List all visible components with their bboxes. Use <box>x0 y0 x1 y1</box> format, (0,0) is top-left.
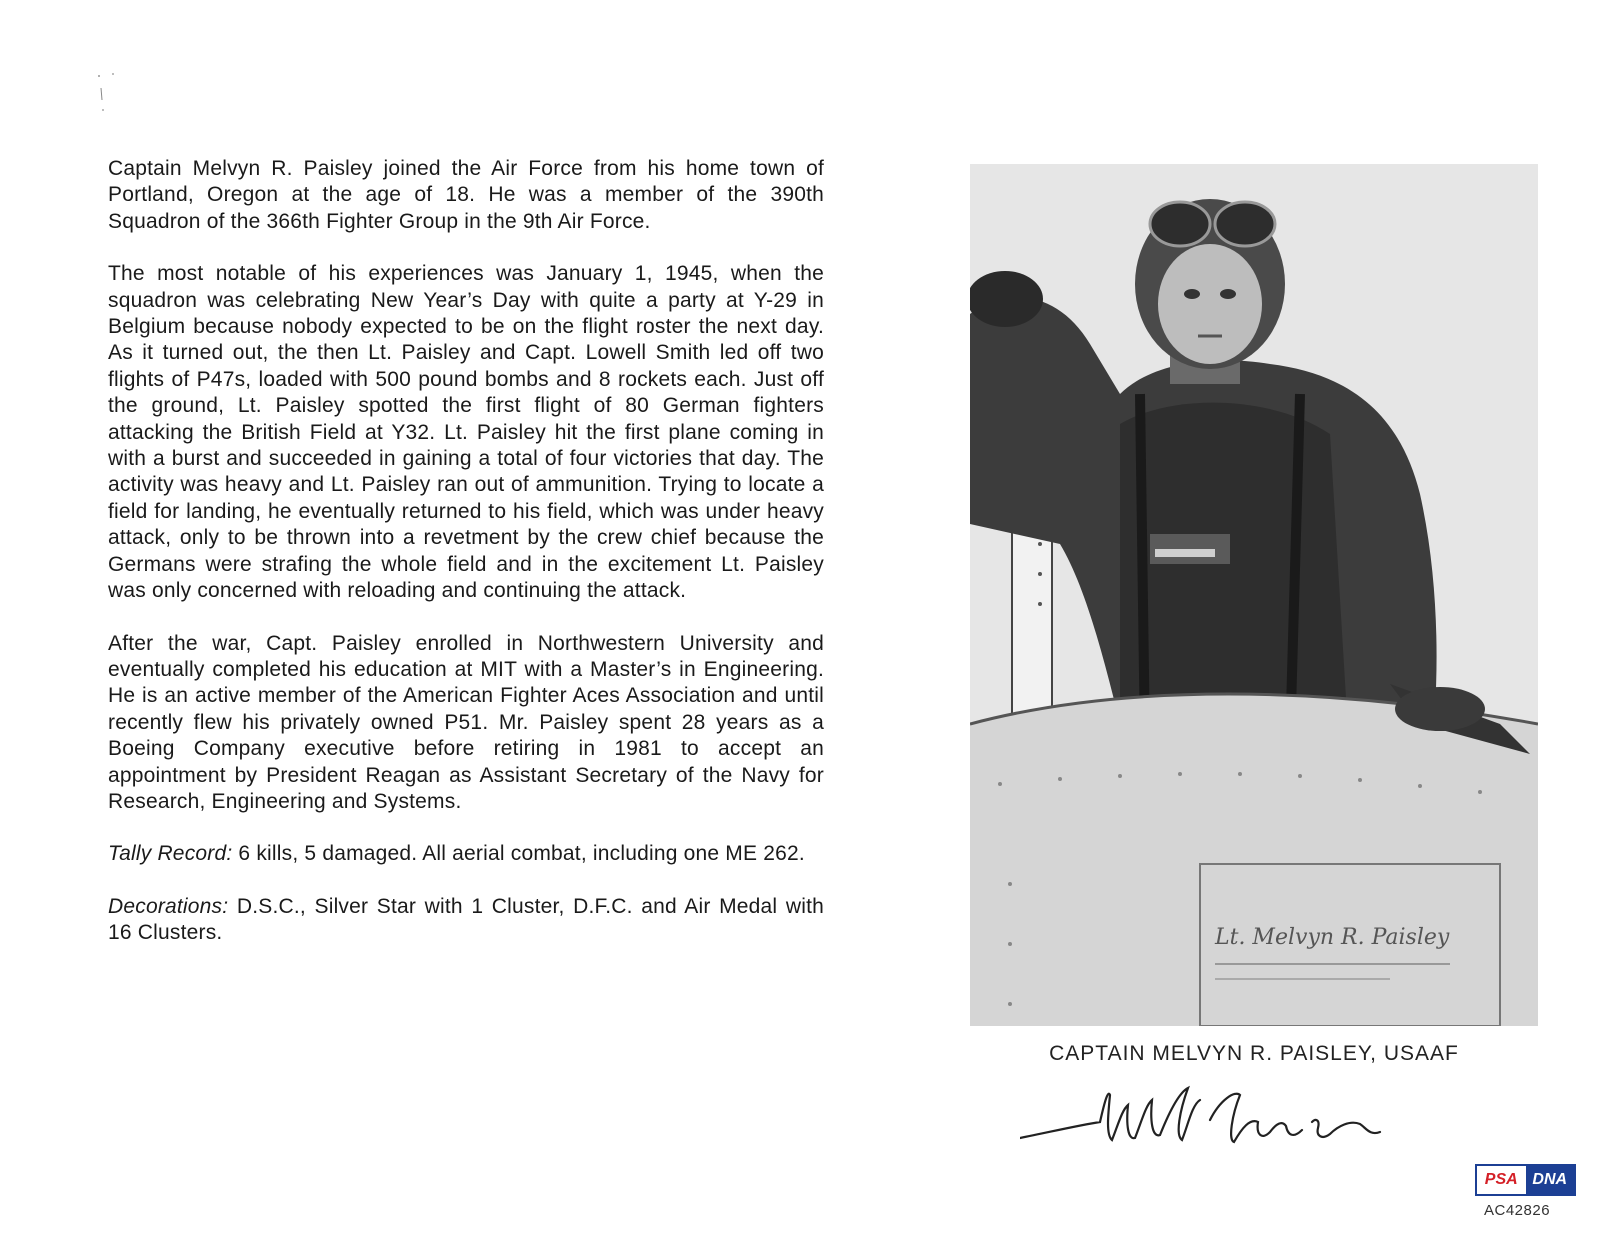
decorations-label: Decorations: <box>108 894 229 918</box>
tally-record-text: 6 kills, 5 damaged. All aerial combat, including one ME 262. <box>232 842 805 866</box>
photo-caption: CAPTAIN MELVYN R. PAISLEY, USAAF <box>1049 1042 1459 1065</box>
bio-paragraph-combat: The most notable of his experiences was January 1, 1945, when the squadron was celebrating New Year’s Day with quite a party at Y-29 in Belgium because nobody expected to be on the flight roster the next day. As it turned out, the then Lt. Paisley and Capt. Lowell Smith led off two flights of P47s, loaded with 500 pound bombs and 8 rockets each. Just off the ground, Lt. Paisley spotted the first flight of 80 German fighters attacking the British Field at Y32. Lt. Paisley hit the first plane coming in with a burst and succeeded in gaining a total of four victories that day. The activity was heavy and Lt. Paisley ran out of ammunition. Trying to locate a field for landing, he eventually returned to his field, which was under heavy attack, only to be thrown into a revetment by the crew chief because the Germans were strafing the whole field and in the excitement Lt. Paisley was only concerned with reloading and continuing the attack. <box>108 262 824 603</box>
dna-logo-text: DNA <box>1526 1166 1575 1194</box>
pilot-photograph <box>970 164 1538 1026</box>
bio-paragraph-intro: Captain Melvyn R. Paisley joined the Air Force from his home town of Portland, Oregon at the age of 18. He was a member of the 390th Squadron of the 366th Fighter Group in the 9th Air Force. <box>108 157 824 233</box>
bio-paragraph-career: After the war, Capt. Paisley enrolled in Northwestern University and eventually completed his education at MIT with a Master’s in Engineering. He is an active member of the American Fighter Aces Association and until recently flew his privately owned P51. Mr. Paisley spent 28 years as a Boeing Company executive before retiring in 1981 to accept an appointment by President Reagan as Assistant Secretary of the Navy for Research, Engineering and Systems. <box>108 631 824 813</box>
fuselage-name-lettering: Lt. Melvyn R. Paisley <box>1215 925 1450 950</box>
handwritten-signature <box>1020 1080 1440 1170</box>
psa-dna-authentication-logo <box>1475 1164 1576 1196</box>
decorations-text: D.S.C., Silver Star with 1 Cluster, D.F.C. and Air Medal with 16 Clusters. <box>108 894 824 945</box>
tally-record-label: Tally Record: <box>108 842 233 866</box>
psa-logo-text: PSA <box>1477 1166 1526 1194</box>
biography-text <box>108 156 824 947</box>
paper-speck-marks <box>95 70 125 130</box>
decorations <box>108 894 824 947</box>
certificate-number: AC42826 <box>1484 1202 1551 1219</box>
tally-record <box>108 841 824 867</box>
